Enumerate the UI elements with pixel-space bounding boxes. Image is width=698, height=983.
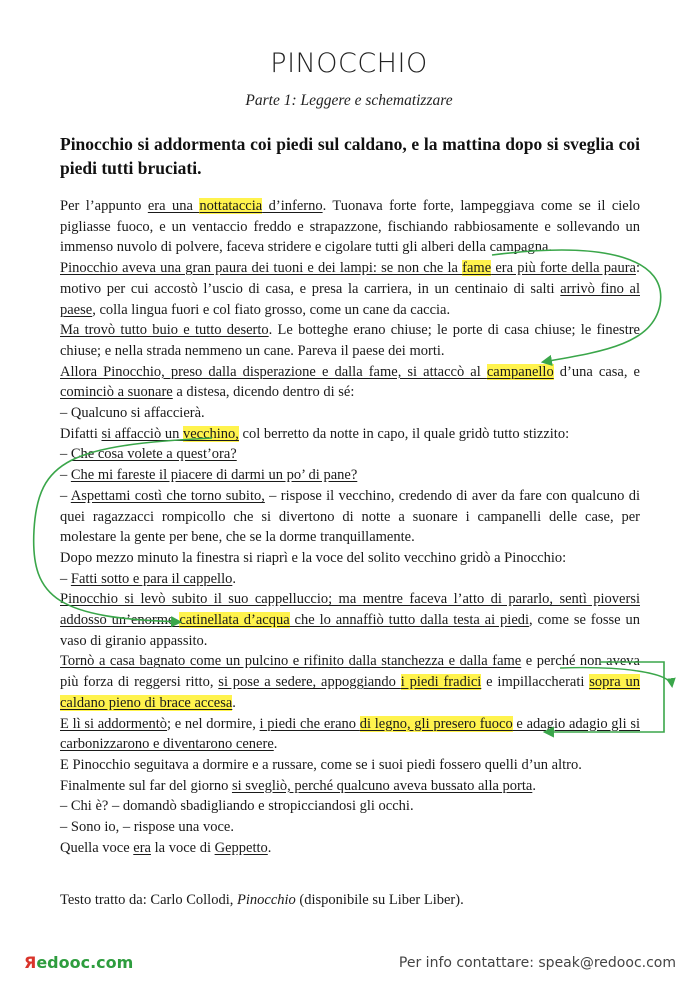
chapter-heading: Pinocchio si addormenta coi piedi sul caldano, e la mattina dopo si sveglia coi piedi tutti bruciati. [60,134,640,178]
paragraph: – Che cosa volete a quest’ora? [60,446,237,463]
contact-info: Per info contattare: speak@redooc.com [398,955,676,971]
paragraph: Pinocchio aveva una gran paura dei tuoni e dei lampi: se non che la fame era più forte della paura: motivo per cui accostò l’uscio di casa, e presa la carriera, in un centinaio di salti arrivò fino al paese, colla lingua fuori e col fiato grosso, come un cane da caccia. [60,260,640,318]
paragraph: – Fatti sotto e para il cappello. [60,570,236,587]
paragraph: – Sono io, – rispose una voce. [60,819,234,836]
paragraph: – Aspettami costì che torno subito, – rispose il vecchino, credendo di aver da fare con qualcuno di quei ragazzacci rompicollo che si divertono di notte a suonare i campanelli delle case, per molestare la gente per bene, che se la dorme tranquillamente. [60,487,640,546]
paragraph: E Pinocchio seguitava a dormire e a russare, come se i suoi piedi fossero quelli d’un altro. [60,756,582,773]
page-subtitle: Parte 1: Leggere e schematizzare [245,92,453,109]
redooc-logo[interactable]: Яedooc.com [24,953,134,972]
paragraph: Finalmente sul far del giorno si svegliò, perché qualcuno aveva bussato alla porta. [60,777,536,794]
paragraph: Difatti si affacciò un vecchino, col berretto da notte in capo, il quale gridò tutto stizzito: [60,425,570,442]
paragraph: Ma trovò tutto buio e tutto deserto. Le botteghe erano chiuse; le porte di casa chiuse; le finestre chiuse; e nella strada nemmeno un cane. Pareva il paese dei morti. [60,322,640,359]
paragraph: Allora Pinocchio, preso dalla disperazione e dalla fame, si attaccò al campanello d’una casa, e cominciò a suonare a distesa, dicendo dentro di sé: [60,363,640,401]
paragraph: Per l’appunto era una nottataccia d’inferno. Tuonava forte forte, lampeggiava come se il cielo pigliasse fuoco, e un ventaccio freddo e strapazzone, fischiando rabbiosamente e sollevando un immenso nuvolo di polvere, faceva stridere e cigolare tutti gli alberi della campagna. [60,198,641,256]
paragraph: Dopo mezzo minuto la finestra si riaprì e la voce del solito vecchino gridò a Pinocchio: [60,549,567,566]
paragraph: – Che mi fareste il piacere di darmi un po’ di pane? [60,467,358,484]
source-credit: Testo tratto da: Carlo Collodi, Pinocchio (disponibile su Liber Liber). [60,892,464,908]
paragraph: – Qualcuno si affaccierà. [60,405,205,422]
paragraph: Tornò a casa bagnato come un pulcino e rifinito dalla stanchezza e dalla fame e perché non aveva più forza di reggersi ritto, si pose a sedere, appoggiando i piedi fradici e impillaccherati sopra un caldano pieno di brace accesa. [60,653,640,711]
paragraph: – Chi è? – domandò sbadigliando e stropicciandosi gli occhi. [60,798,414,815]
story-text [60,196,640,859]
paragraph: E lì si addormentò; e nel dormire, i piedi che erano di legno, gli presero fuoco e adagio adagio gli si carbonizzarono e diventarono cenere. [60,715,640,753]
page-title: PINOCCHIO [270,48,428,79]
paragraph: Quella voce era la voce di Geppetto. [60,839,272,856]
work-title: Pinocchio [237,892,296,908]
paragraph: Pinocchio si levò subito il suo cappelluccio; ma mentre faceva l’atto di pararlo, sentì pioversi addosso un’enorme catinellata d’acqua che lo annaffiò tutto dalla testa ai piedi, come se fosse un vaso di giranio appassito. [60,591,640,649]
